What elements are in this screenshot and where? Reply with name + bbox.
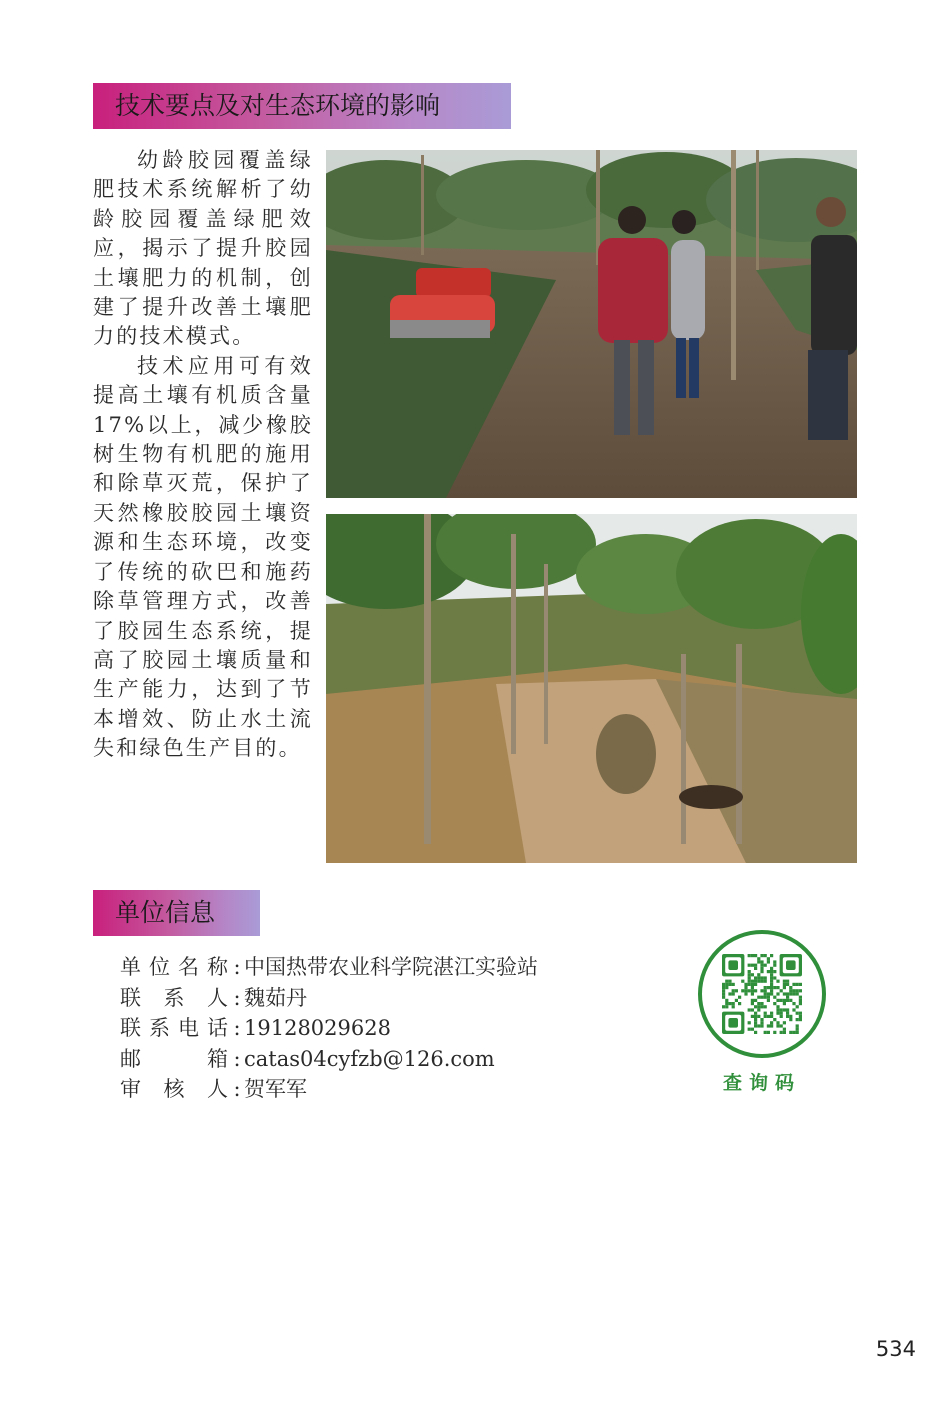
info-label: 审核人 (120, 1077, 230, 1101)
qr-finder-pattern (780, 954, 802, 976)
section-banner-unit (93, 890, 260, 936)
info-row-unit-name: 单位名称 : 中国热带农业科学院湛江实验站 (120, 952, 538, 983)
info-value: 魏茹丹 (244, 985, 307, 1010)
section-banner-tech (93, 83, 511, 129)
info-value: 中国热带农业科学院湛江实验站 (244, 955, 538, 979)
info-row-contact: 联系人 : 魏茹丹 (120, 983, 538, 1014)
unit-info-list (120, 952, 538, 1105)
body-text-column (93, 146, 313, 764)
info-row-reviewer: 审核人 : 贺军军 (120, 1074, 538, 1105)
section-title: 技术要点及对生态环境的影响 (115, 91, 441, 120)
qr-caption: 查询码 (722, 1072, 801, 1094)
info-label: 联系电话 (120, 1016, 230, 1040)
paragraph-2: 技术应用可有效提高土壤有机质含量17%以上，减少橡胶树生物有机肥的施用和除草灭荒，保护了天然橡胶胶园土壤资源和生态环境，改变了传统的砍巴和施药除草管理方式，改善了胶园生态系统，提高了胶园土壤质量和生产能力，达到了节本增效、防止水土流失和绿色生产目的。 (93, 353, 313, 761)
info-label: 联系人 (120, 985, 230, 1010)
info-label: 邮箱 (120, 1046, 230, 1071)
info-value: 贺军军 (244, 1077, 307, 1101)
info-label: 单位名称 (120, 955, 230, 979)
info-value: catas04cyfzb@126.com (244, 1046, 495, 1071)
photo-young-rubber-trees (326, 514, 857, 863)
info-value: 19128029628 (244, 1016, 391, 1040)
info-row-email: 邮箱 : catas04cyfzb@126.com (120, 1044, 538, 1075)
info-row-phone: 联系电话 : 19128029628 (120, 1013, 538, 1044)
qr-finder-pattern (722, 1012, 744, 1034)
paragraph-1: 幼龄胶园覆盖绿肥技术系统解析了幼龄胶园覆盖绿肥效应，揭示了提升胶园土壤肥力的机制，创建了提升改善土壤肥力的技术模式。 (93, 148, 313, 349)
qr-code[interactable] (698, 930, 826, 1058)
page-number: 534 (875, 1337, 916, 1361)
photo-plantation-machine (326, 150, 857, 498)
qr-finder-pattern (722, 954, 744, 976)
section-title: 单位信息 (115, 898, 216, 927)
